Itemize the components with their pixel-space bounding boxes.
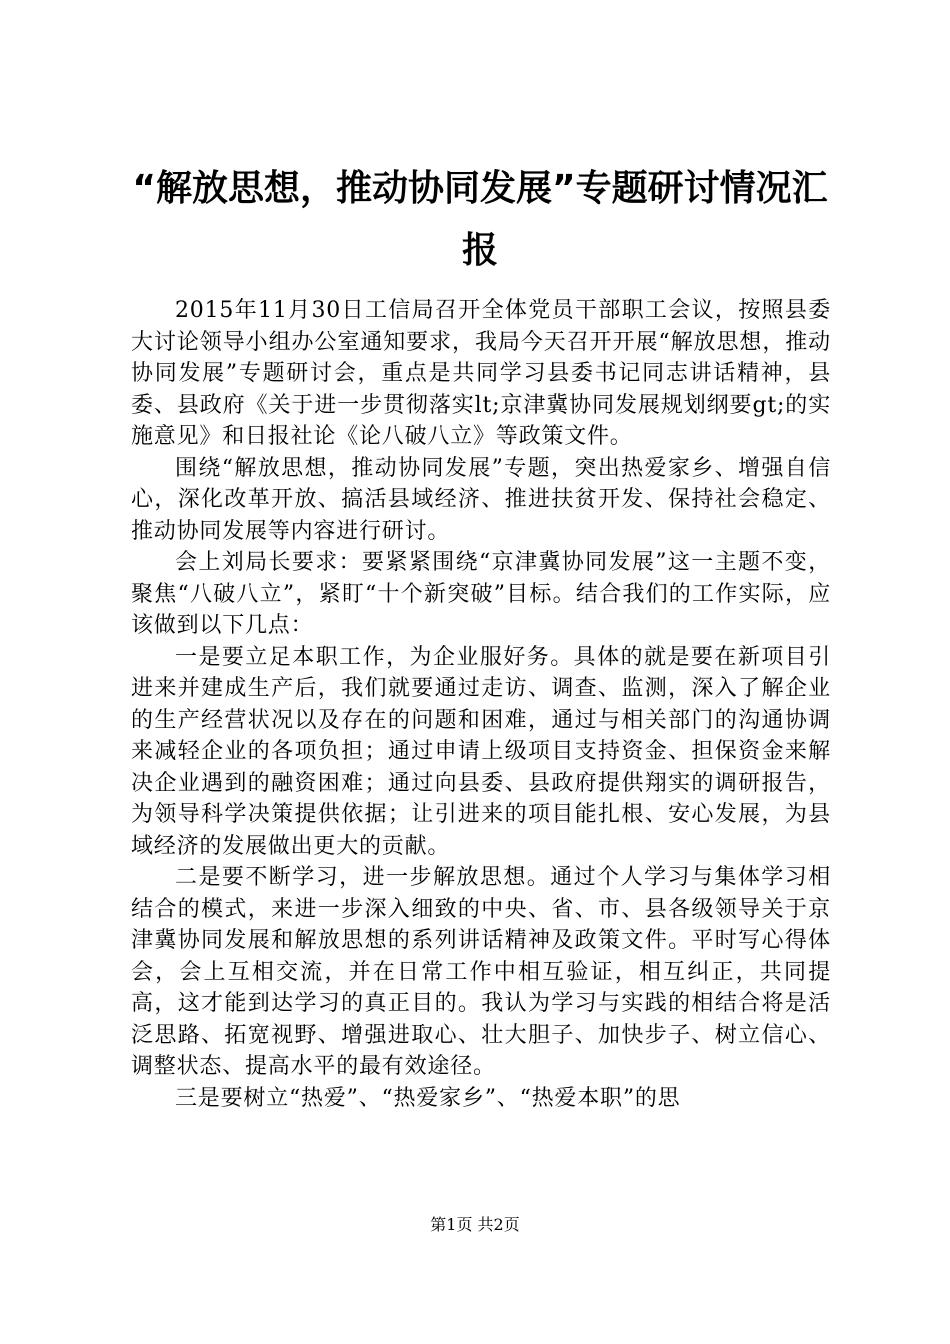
paragraph: 围绕“解放思想，推动协同发展”专题，突出热爱家乡、增强自信心，深化改革开放、搞活县域经济、推进扶贫开发、保持社会稳定、推动协同发展等内容进行研讨。 xyxy=(131,455,831,544)
paragraph: 二是要不断学习，进一步解放思想。通过个人学习与集体学习相结合的模式，来进一步深入细致的中央、省、市、县各级领导关于京津冀协同发展和解放思想的系列讲话精神及政策文件。平时写心得体会，会上互相交流，并在日常工作中相互验证，相互纠正，共同提高，这才能到达学习的真正目的。我认为学习与实践的相结合将是活泛思路、拓宽视野、增强进取心、壮大胆子、加快步子、树立信心、调整状态、提高水平的最有效途径。 xyxy=(131,865,831,1079)
paragraph: 一是要立足本职工作，为企业服好务。具体的就是要在新项目引进来并建成生产后，我们就要通过走访、调查、监测，深入了解企业的生产经营状况以及存在的问题和困难，通过与相关部门的沟通协调来减轻企业的各项负担；通过申请上级项目支持资金、担保资金来解决企业遇到的融资困难；通过向县委、县政府提供翔实的调研报告，为领导科学决策提供依据；让引进来的项目能扎根、安心发展，为县域经济的发展做出更大的贡献。 xyxy=(131,644,831,859)
page-number-footer: 第1页 共2页 xyxy=(430,1215,520,1234)
document-title: “解放思想，推动协同发展”专题研讨情况汇报 xyxy=(132,168,828,271)
paragraph: 2015年11月30日工信局召开全体党员干部职工会议，按照县委大讨论领导小组办公室通知要求，我局今天召开开展“解放思想，推动协同发展”专题研讨会，重点是共同学习县委书记同志讲话精神，县委、县政府《关于进一步贯彻落实lt;京津冀协同发展规划纲要gt;的实施意见》和日报社论《论八破八立》等政策文件。 xyxy=(131,298,831,449)
paragraph: 会上刘局长要求：要紧紧围绕“京津冀协同发展”这一主题不变，聚焦“八破八立”，紧盯“十个新突破”目标。结合我们的工作实际，应该做到以下几点： xyxy=(131,550,831,638)
paragraph: 三是要树立“热爱”、“热爱家乡”、“热爱本职”的思 xyxy=(175,1085,681,1111)
document-body xyxy=(131,295,831,1114)
